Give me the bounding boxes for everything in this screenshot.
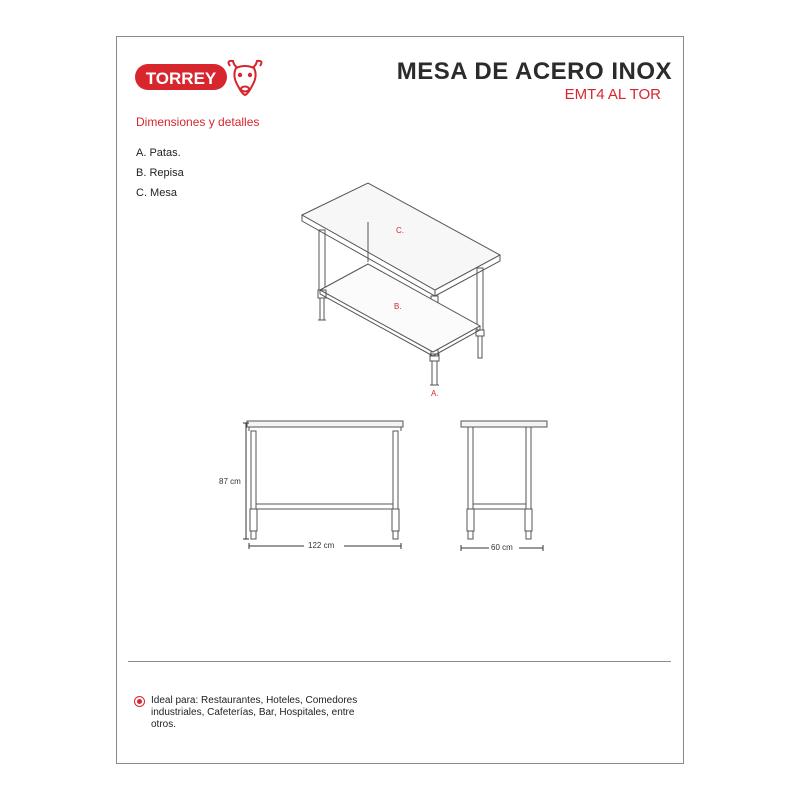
callout-b: B. (394, 302, 402, 311)
brand-name: TORREY (145, 69, 217, 88)
depth-label: 60 cm (491, 543, 513, 552)
callout-a: A. (431, 389, 439, 398)
length-label: 122 cm (308, 541, 335, 550)
height-label: 87 cm (219, 477, 241, 486)
part-item-b: B. Repisa (136, 167, 184, 179)
model-code: EMT4 AL TOR (564, 86, 661, 103)
side-elevation (461, 421, 547, 539)
usage-note-text: Ideal para: Restaurantes, Hoteles, Comedores industriales, Cafeterías, Bar, Hospitales, entre otros. (151, 695, 358, 730)
divider (128, 661, 671, 662)
page-title: MESA DE ACERO INOX (396, 58, 672, 85)
bullet-icon (134, 696, 145, 707)
part-item-a: A. Patas. (136, 147, 181, 159)
front-elevation (247, 421, 403, 539)
section-title: Dimensiones y detalles (136, 115, 260, 129)
isometric-view (302, 183, 500, 385)
part-item-c: C. Mesa (136, 187, 177, 199)
callout-c: C. (396, 226, 404, 235)
height-dimension (243, 423, 249, 539)
usage-note (134, 695, 371, 731)
